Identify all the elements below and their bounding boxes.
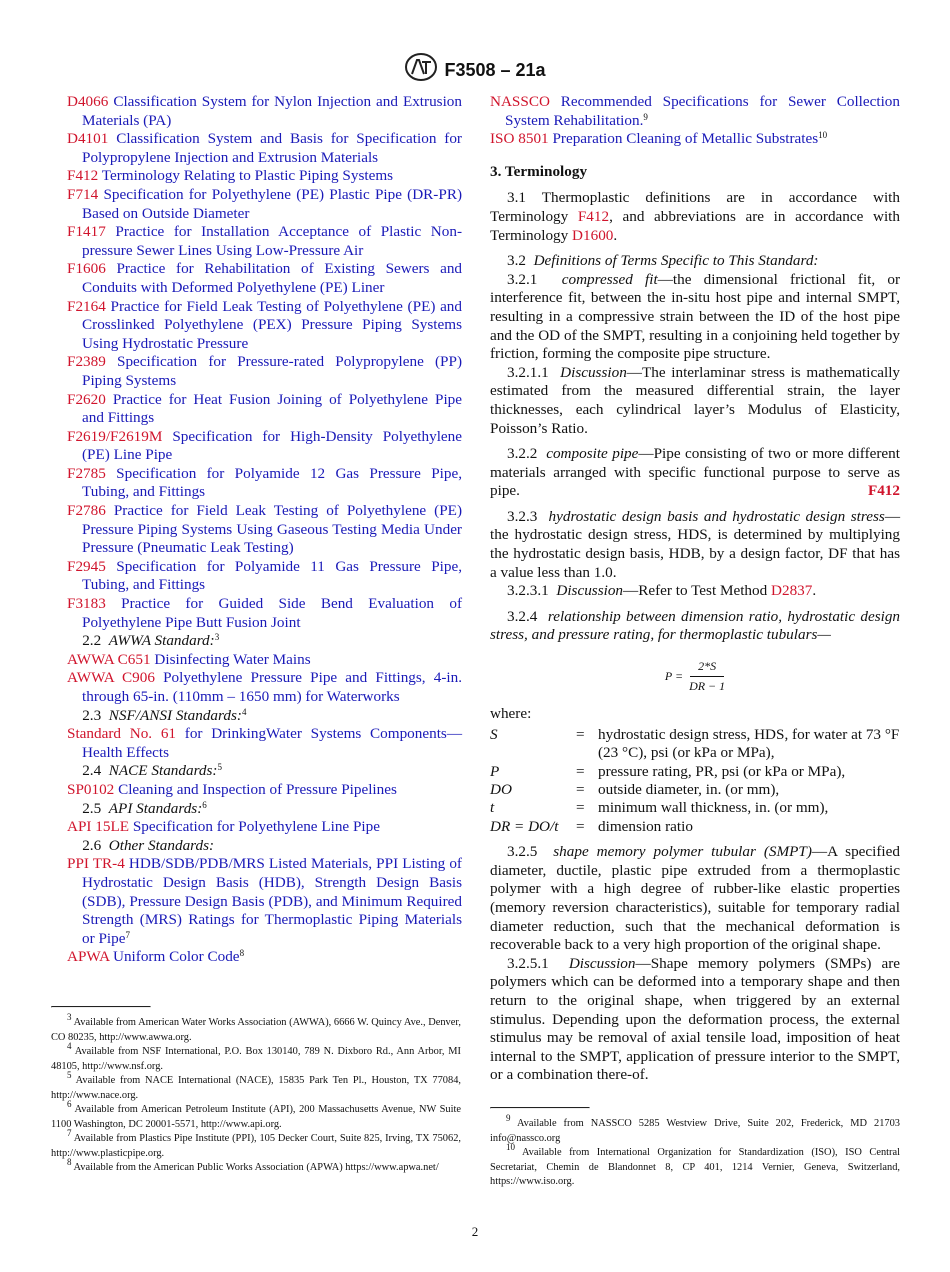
footnote (51, 1099, 461, 1132)
paragraph-3-2-4: 3.2.4 relationship between dimension ratio, hydrostatic design stress, and pressure rating, for thermoplastic tubulars— (490, 607, 901, 644)
paragraph-3-2-2: 3.2.2 composite pipe—Pipe consisting of two or more different materials arranged with specific functional purpose to serve as pipe. F412 (490, 445, 900, 500)
ref-link-d2837[interactable]: D2837 (771, 582, 813, 600)
reference-code-link[interactable]: AWWA C651 (67, 650, 151, 668)
symbol-description: dimension ratio (598, 817, 693, 835)
equation-lhs: P = (664, 668, 684, 683)
reference-code-link[interactable]: API 15LE (67, 818, 130, 836)
awwa-heading: 2.2 AWWA Standard:$^3$ (82, 632, 220, 650)
reference-entry (490, 130, 900, 149)
page-number: 2 (471, 1224, 479, 1239)
reference-title-link[interactable]: Specification for Polyamide 12 Gas Pressure Pipe, Tubing, and Fittings (82, 464, 462, 501)
reference-title-link[interactable]: Preparation Cleaning of Metallic Substrates (552, 130, 819, 148)
reference-entry (67, 223, 462, 260)
reference-entry (67, 855, 462, 948)
reference-entry (67, 558, 462, 595)
symbol-definitions (490, 726, 900, 836)
reference-entry (67, 428, 462, 465)
ref-link-d1600[interactable]: D1600 (572, 226, 614, 244)
left-footnotes (51, 1012, 461, 1176)
reference-code-link[interactable]: Standard No. 61 (67, 725, 177, 743)
reference-title-link[interactable]: Specification for High-Density Polyethylene (PE) Line Pipe (82, 427, 462, 464)
reference-title-link[interactable]: Disinfecting Water Mains (154, 650, 311, 668)
footnote-text: Available from NASSCO 5285 Westview Drive, Suite 202, Frederick, MD 21703 info@nassco.org (490, 1118, 900, 1144)
paragraph-3-2: 3.2 Definitions of Terms Specific to This Standard: (507, 252, 819, 270)
paragraph-3-2-1-1: 3.2.1.1 Discussion—The interlaminar stress is mathematically estimated from the measured differential strain, the layer thicknesses, each cylindrical layer’s Modulus of Elasticity, Poisson’s Ratio. (490, 363, 901, 437)
reference-code-link[interactable]: F2945 (67, 557, 106, 575)
awwa-reference-list (67, 651, 462, 707)
symbol-description: minimum wall thickness, in. (or mm), (598, 799, 829, 817)
reference-title-link[interactable]: Practice for Guided Side Bend Evaluation of Polyethylene Pipe Butt Fusion Joint (82, 595, 462, 631)
footnote-text: Available from American Petroleum Institute (API), 200 Massachusetts Avenue, NW Suite 1100 Washington, DC 20001-5571, http://www.api.org. (51, 1104, 461, 1130)
reference-title-link[interactable]: Cleaning and Inspection of Pressure Pipelines (118, 780, 397, 798)
reference-entry (67, 93, 462, 130)
footnote-text: Available from American Water Works Association (AWWA), 6666 W. Quincy Ave., Denver, CO 80235, http://www.awwa.org. (51, 1017, 461, 1043)
nace-reference-list (67, 781, 462, 800)
symbol: DR = DO/t (490, 817, 559, 835)
reference-code-link[interactable]: F2389 (67, 353, 106, 371)
reference-code-link[interactable]: F3183 (67, 595, 106, 613)
reference-code-link[interactable]: F2619/F2619M (67, 427, 163, 445)
page-header (0, 55, 950, 85)
footnote-number: 5 (67, 1070, 72, 1080)
reference-code-link[interactable]: D4101 (67, 130, 109, 148)
footnote-number: 9 (506, 1113, 511, 1123)
footnote-text: Available from Plastics Pipe Institute (PPI), 105 Decker Court, Suite 825, Irving, TX 75062, http://www.plasticpipe.org. (51, 1133, 461, 1159)
footnote (490, 1113, 900, 1146)
reference-title-link[interactable]: Specification for Polyethylene Line Pipe (132, 818, 380, 836)
right-column (490, 93, 900, 1085)
symbol: t (490, 799, 495, 817)
symbol: S (490, 725, 498, 743)
footnote-text: Available from NSF International, P.O. Box 130140, 789 N. Dixboro Rd., Ann Arbor, MI 48105, http://www.nsf.org. (51, 1046, 461, 1072)
nsf-reference-list (67, 725, 462, 762)
reference-code-link[interactable]: F1417 (67, 223, 106, 241)
document-designation: F3508 – 21a (444, 59, 546, 80)
footnote (51, 1070, 461, 1103)
footnote-number: 6 (67, 1099, 72, 1109)
reference-entry (67, 130, 462, 167)
nsf-heading: 2.3 NSF/ANSI Standards:$^4$ (82, 706, 247, 724)
reference-code-link[interactable]: F2164 (67, 297, 106, 315)
symbol: P (490, 762, 500, 780)
reference-code-link[interactable]: F412 (67, 167, 99, 185)
footnote-marker: 9 (643, 111, 648, 122)
reference-title-link[interactable]: Practice for Installation Acceptance of Plastic Non-pressure Sewer Lines Using Low-Pressure Air (82, 223, 463, 259)
reference-entry (67, 353, 462, 390)
reference-title-link[interactable]: for DrinkingWater Systems Components—Health Effects (82, 725, 463, 761)
reference-entry (67, 669, 462, 706)
other-reference-list (67, 855, 462, 967)
footnote-marker: 7 (125, 929, 130, 940)
reference-title-link[interactable]: Practice for Heat Fusion Joining of Polyethylene Pipe and Fittings (82, 390, 462, 427)
equals-sign: = (576, 725, 585, 743)
other-reference-list-continued (490, 93, 900, 149)
reference-title-link[interactable]: Classification System and Basis for Specification for Polypropylene Injection and Extrusion Materials (82, 130, 462, 166)
api-heading: 2.5 API Standards:$^6$ (82, 799, 207, 817)
paragraph-3-1: 3.1 Thermoplastic definitions are in accordance with Terminology F412, and abbreviations are in accordance with Terminology D1600. (490, 189, 900, 244)
footnote (51, 1041, 461, 1074)
equals-sign: = (576, 817, 585, 835)
reference-entry (67, 260, 462, 297)
footnote-marker: 10 (818, 130, 828, 141)
footnote-marker: 8 (239, 948, 245, 959)
paragraph-3-2-5: 3.2.5 shape memory polymer tubular (SMPT)—A specified diameter, ductile, plastic pipe extruded from a thermoplastic polymer with a high degree of rubber-like elastic properties (memory reversion characteristics), suitable for temporary radial diameter reduction, such that the mechanical deformation is recoverable back to a very high proportion of the original shape. (490, 843, 900, 954)
reference-code-link[interactable]: APWA (67, 948, 110, 966)
section-heading-terminology: 3. Terminology (490, 162, 588, 180)
equation-numerator: 2*S (690, 657, 724, 677)
symbol: DO (490, 781, 512, 799)
reference-title-link[interactable]: HDB/SDB/PDB/MRS Listed Materials, PPI Listing of Hydrostatic Design Basis (HDB), Strength Design Basis (SDB), Pressure Design Basis (PDB), and Minimum Required Strength (MRS) Ratings for Thermoplastic Piping Materials or Pipe (82, 855, 462, 947)
reference-entry (67, 818, 462, 837)
reference-code-link[interactable]: ISO 8501 (490, 130, 549, 148)
left-column (67, 93, 462, 967)
footnote-number: 4 (67, 1041, 72, 1051)
footnote-text: Available from the American Public Works Association (APWA) https://www.apwa.net/ (73, 1162, 439, 1173)
footnote-divider-right (490, 1107, 590, 1109)
footnote-text: Available from NACE International (NACE), 15835 Park Ten Pl., Houston, TX 77084, http://www.nace.org. (51, 1075, 461, 1101)
footnote (51, 1128, 461, 1161)
pressure-rating-equation (490, 657, 900, 695)
reference-title-link[interactable]: Recommended Specifications for Sewer Collection System Rehabilitation. (505, 93, 900, 129)
reference-title-link[interactable]: Specification for Polyethylene (PE) Plastic Pipe (DR-PR) Based on Outside Diameter (82, 185, 463, 222)
footnote-text: Available from International Organization for Standardization (ISO), ISO Central Secretariat, Chemin de Blandonnet 8, CP 401, 1214 Vernier, Geneva, Switzerland, https://www.iso.org. (490, 1147, 900, 1187)
symbol-description: pressure rating, PR, psi (or kPa or MPa), (598, 762, 846, 780)
reference-entry (67, 186, 462, 223)
reference-title-link[interactable]: Terminology Relating to Plastic Piping Systems (101, 167, 394, 185)
reference-title-link[interactable]: Practice for Rehabilitation of Existing Sewers and Conduits with Deformed Polyethylene (PE) Liner (82, 260, 463, 296)
equals-sign: = (576, 799, 585, 817)
reference-title-link[interactable]: Specification for Polyamide 11 Gas Pressure Pipe, Tubing, and Fittings (82, 557, 463, 594)
reference-entry (67, 465, 462, 502)
reference-code-link[interactable]: F1606 (67, 260, 106, 278)
reference-code-link[interactable]: F2620 (67, 390, 106, 408)
equation-denominator: DR − 1 (689, 678, 726, 693)
footnote (51, 1012, 461, 1045)
reference-code-link[interactable]: F2785 (67, 464, 106, 482)
reference-title-link[interactable]: Uniform Color Code (113, 948, 240, 966)
reference-code-link[interactable]: D4066 (67, 93, 109, 110)
footnote-number: 8 (67, 1157, 72, 1167)
footnote (51, 1157, 461, 1176)
equals-sign: = (576, 762, 585, 780)
ref-link-f412-2[interactable]: F412 (867, 482, 900, 500)
nace-heading: 2.4 NACE Standards:$^5$ (82, 762, 222, 780)
astm-logo-icon (404, 52, 438, 88)
reference-entry (490, 93, 900, 130)
reference-title-link[interactable]: Polyethylene Pressure Pipe and Fittings, 4-in. through 65-in. (110mm – 1650 mm) for Waterworks (82, 669, 463, 705)
paragraph-3-2-5-1: 3.2.5.1 Discussion—Shape memory polymers (SMPs) are polymers which can be deformed into a temporary shape and then return to the original shape, when triggered by an external stimulus. Depending upon the deformation process, the external stimulus may be removal of axial tensile load, imposition of heat internal to the SMPT, application of pressure interior to the SMPT, or a combination there-of. (490, 954, 901, 1084)
reference-entry (67, 391, 462, 428)
api-reference-list (67, 818, 462, 837)
paragraph-3-2-3-1: 3.2.3.1 Discussion—Refer to Test Method D2837. (507, 582, 817, 600)
reference-title-link[interactable]: Classification System for Nylon Injection and Extrusion Materials (PA) (82, 93, 462, 129)
right-footnotes (490, 1113, 900, 1190)
reference-title-link[interactable]: Practice for Field Leak Testing of Polyethylene (PE) and Crosslinked Polyethylene (PEX) Pressure Piping Systems Using Hydrostatic Pressure (82, 297, 462, 352)
reference-title-link[interactable]: Specification for Pressure-rated Polypropylene (PP) Piping Systems (82, 353, 463, 389)
reference-code-link[interactable]: NASSCO (490, 93, 550, 110)
astm-reference-list (67, 93, 462, 632)
footnote-number: 7 (67, 1128, 72, 1138)
where-label: where: (490, 705, 532, 723)
paragraph-3-2-1: 3.2.1 compressed fit—the dimensional frictional fit, or interference fit, between the in-situ host pipe and internal SMPT, resulting in a compressive strain between the ID of the host pipe and the OD of the SMPT, resulting in a conjoining held together by friction, forming the composite pipe structure. (490, 270, 901, 363)
reference-entry (67, 651, 462, 670)
reference-title-link[interactable]: Practice for Field Leak Testing of Polyethylene (PE) Pressure Piping Systems Using Gaseous Testing Media Under Pressure (Pneumatic Leak Testing) (82, 502, 462, 557)
equals-sign: = (576, 781, 585, 799)
ref-link-f412[interactable]: F412 (577, 207, 610, 225)
reference-entry (67, 948, 462, 967)
symbol-description: hydrostatic design stress, HDS, for water at 73 °F (23 °C), psi (or kPa or MPa), (598, 725, 900, 762)
footnote-divider (51, 1006, 151, 1008)
reference-entry (67, 781, 462, 800)
reference-entry (67, 502, 462, 558)
reference-code-link[interactable]: SP0102 (67, 780, 115, 798)
symbol-description: outside diameter, in. (or mm), (598, 781, 780, 799)
footnote (490, 1142, 900, 1190)
reference-code-link[interactable]: AWWA C906 (67, 669, 155, 687)
other-heading: 2.6 Other Standards: (82, 836, 215, 854)
reference-entry (67, 595, 462, 632)
reference-code-link[interactable]: PPI TR-4 (67, 855, 125, 873)
reference-code-link[interactable]: F714 (67, 185, 99, 203)
reference-entry (67, 167, 462, 186)
equation-fraction (689, 657, 725, 695)
footnote-number: 10 (506, 1142, 515, 1152)
reference-entry (67, 298, 462, 354)
footnote-number: 3 (67, 1012, 72, 1022)
paragraph-3-2-3: 3.2.3 hydrostatic design basis and hydrostatic design stress—the hydrostatic design stress, HDS, is determined by multiplying the hydrostatic design basis, HDB, by a design factor, DF that has a value less than 1.0. (490, 507, 900, 581)
reference-entry (67, 725, 462, 762)
reference-code-link[interactable]: F2786 (67, 502, 106, 520)
